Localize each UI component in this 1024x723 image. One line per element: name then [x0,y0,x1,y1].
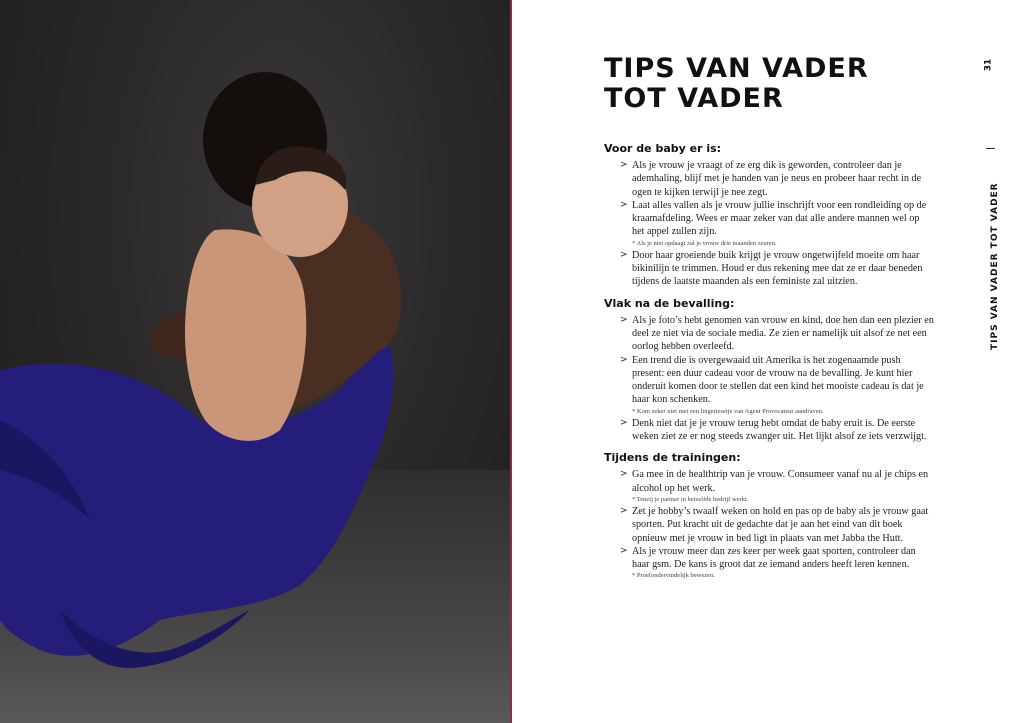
footnote: * Proefondervindelijk bewezen. [632,572,715,580]
list-item [604,468,934,495]
list-item [604,159,934,199]
list-item [604,417,934,444]
chevron-right-icon: > [620,199,628,210]
section-before-baby [604,142,934,289]
tip-text: Een trend die is overgewaaid uit Amerika is het zogenaamde push present: een duur cadeau voor de vrouw na de bevalling. Je kunt hier onderuit komen door te stellen dat een kind het mooiste cadeau is dat je haar kon schenken. [632,354,924,406]
text-page [512,0,1024,723]
tips-content [604,142,934,589]
photo-illustration [0,0,510,723]
section-heading: Vlak na de bevalling: [604,296,735,310]
list-item [604,314,934,354]
list-item [604,354,934,407]
chevron-right-icon: > [620,354,628,365]
list-item [604,505,934,545]
section-during-training [604,451,934,581]
tip-text: Als je vrouw je vraagt of ze erg dik is geworden, controleer dan je ademhaling, blijf met je handen van je neus en probeer haar recht in de ogen te kijken terwijl je nee zegt. [632,160,922,198]
tip-text: Zet je hobby’s twaalf weken on hold en pas op de baby als je vrouw gaat sporten. Put kracht uit de gedachte dat je aan het eind van dit boek opnieuw met je vrouw in bed ligt in plaats van met Jabba the Hutt. [632,505,929,544]
section-after-birth [604,297,934,444]
chevron-right-icon: > [620,314,628,325]
list-item [604,199,934,239]
footnote: * Als je niet opdaagt zal je vrouw drie maanden zeuren. [632,239,777,247]
page-number: 31 [983,58,994,72]
baby-body [185,229,306,441]
footnote: * Kom zeker niet met een lingeriesetje van Agent Provocateur aandraven. [632,407,824,415]
tip-text: Door haar groeiende buik krijgt je vrouw ongetwijfeld moeite om haar bikinilijn te trimmen. Houd er dus rekening mee dat ze er daar beneden tijdens de laatste maanden als een feministe zal uitzien. [632,249,923,288]
photo-mother-and-baby [0,0,510,723]
tip-text: Denk niet dat je je vrouw terug hebt omdat de baby eruit is. De eerste weken ziet ze er nog steeds zwanger uit. Het lijkt alsof ze iets verzwijgt. [632,417,927,443]
chevron-right-icon: > [620,505,628,516]
footnote: * Tenzij je partner in hetzelfde bedrijf werkt. [632,495,749,503]
chevron-right-icon: > [620,249,628,260]
title-line-2: TOT VADER [604,83,784,114]
running-header: TIPS VAN VADER TOT VADER [990,182,1000,350]
chevron-right-icon: > [620,469,628,480]
section-heading: Voor de baby er is: [604,142,722,155]
tip-text: Laat alles vallen als je vrouw jullie inschrijft voor een rondleiding op de kraamafdeling. Wees er maar zeker van dat alle andere mannen wel op het appel zullen zijn. [632,199,927,238]
tip-text: Als je vrouw meer dan zes keer per week gaat sporten, controleer dan haar gsm. De kans is groot dat ze iemand anders heeft leren kennen. [632,545,916,571]
section-heading: Tijdens de trainingen: [604,451,741,465]
list-item [604,545,934,572]
chevron-right-icon: > [620,160,628,170]
chevron-right-icon: > [620,417,628,428]
chevron-right-icon: > [620,545,628,556]
tip-text: Als je foto’s hebt genomen van vrouw en kind, doe hen dan een plezier en deel ze niet via de sociale media. Ze zien er namelijk uit alsof ze net een oorlog hebben overleefd. [632,314,934,353]
page-title [604,54,869,114]
list-item [604,249,934,289]
tip-text: Ga mee in de healthtrip van je vrouw. Consumeer vanaf nu al je chips en alcohol op het werk. [632,469,929,494]
title-line-1: TIPS VAN VADER [604,53,869,84]
margin-dash [986,148,995,149]
